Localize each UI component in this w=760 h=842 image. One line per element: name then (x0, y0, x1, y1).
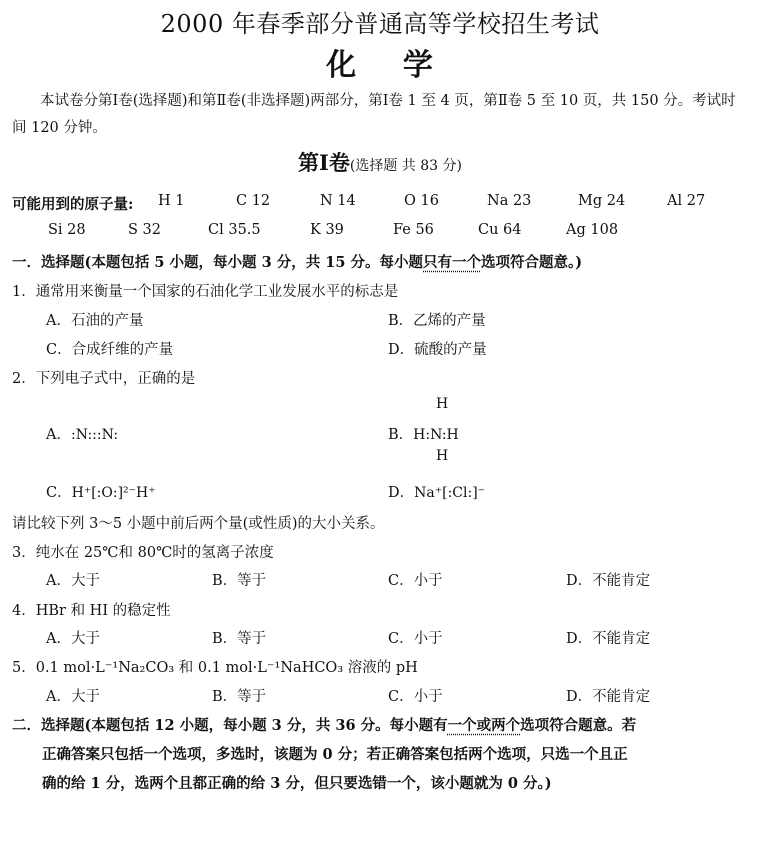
q5-option-b: B．等于 (212, 689, 267, 705)
atomic-mass-label: 可能用到的原子量: (12, 196, 134, 213)
part1-heading-a: 一．选择题(本题包括 5 小题，每小题 3 分，共 15 分。每小题 (12, 254, 424, 271)
atomic-mass-na: Na 23 (487, 193, 532, 209)
atomic-mass-cl: Cl 35.5 (208, 222, 261, 238)
q2-option-a-label: A． (46, 427, 71, 443)
q4-option-b: B．等于 (212, 631, 267, 647)
q2-option-d-formula: Na⁺[:Cl:]⁻ (414, 485, 486, 501)
q4-option-a: A．大于 (46, 631, 100, 647)
q1-option-b: B．乙烯的产量 (388, 313, 486, 329)
q2-option-c (46, 481, 156, 502)
q3-option-d: D．不能肯定 (566, 573, 651, 589)
q5-option-c: C．小于 (388, 689, 443, 705)
q3-option-b: B．等于 (212, 573, 267, 589)
q2-option-a-formula: :N:::N: (70, 427, 119, 443)
compare-instruction: 请比较下列 3～5 小题中前后两个量(或性质)的大小关系。 (12, 516, 385, 532)
q3-option-a: A．大于 (46, 573, 100, 589)
q5-option-a: A．大于 (46, 689, 100, 705)
atomic-mass-h: H 1 (158, 193, 185, 209)
q2-stem: 2．下列电子式中，正确的是 (12, 371, 196, 387)
atomic-mass-cu: Cu 64 (478, 222, 522, 238)
q1-option-c: C．合成纤维的产量 (46, 342, 174, 358)
q5-stem: 5．0.1 mol·L⁻¹Na₂CO₃ 和 0.1 mol·L⁻¹NaHCO₃ 溶液的 pH (12, 660, 418, 676)
q3-option-c: C．小于 (388, 573, 443, 589)
atomic-mass-al: Al 27 (667, 193, 706, 209)
part1-heading-b: 选项符合题意。) (481, 254, 583, 271)
q2-option-c-formula: H⁺[:O:]²⁻H⁺ (71, 485, 156, 501)
part2-rule-line2: 正确答案只包括一个选项，多选时，该题为 0 分；若正确答案包括两个选项，只选一个且正 (42, 746, 628, 763)
q2-option-b (388, 423, 459, 444)
q2-option-b-label: B． (388, 427, 414, 443)
part2-rule-line3: 确的给 1 分，选两个且都正确的给 3 分，但只要选错一个，该小题就为 0 分。) (42, 775, 552, 792)
section-heading (0, 147, 760, 177)
part2-heading (12, 714, 636, 735)
q2-option-c-label: C． (46, 485, 72, 501)
part2-heading-a: 二．选择题(本题包括 12 小题，每小题 3 分，共 36 分。每小题有 (12, 717, 448, 734)
atomic-mass-fe: Fe 56 (393, 222, 434, 238)
q2-option-b-top: H (436, 396, 449, 412)
q2-option-a (46, 423, 118, 444)
part2-heading-emph: 一个或两个 (447, 717, 521, 734)
q2-option-b-bottom: H (436, 448, 449, 464)
q2-option-b-formula: H:N:H (413, 427, 459, 443)
q1-option-d: D．硫酸的产量 (388, 342, 487, 358)
section-note: (选择题 共 83 分) (349, 158, 462, 174)
atomic-mass-o: O 16 (404, 193, 439, 209)
atomic-mass-s: S 32 (128, 222, 161, 238)
atomic-mass-ag: Ag 108 (566, 222, 619, 238)
atomic-mass-mg: Mg 24 (578, 193, 626, 209)
atomic-mass-n: N 14 (320, 193, 356, 209)
q4-option-d: D．不能肯定 (566, 631, 651, 647)
q2-option-d-label: D． (388, 485, 415, 501)
q2-option-d (388, 481, 485, 502)
part1-heading (12, 251, 582, 272)
q1-option-a: A．石油的产量 (46, 313, 144, 329)
atomic-mass-k: K 39 (310, 222, 344, 238)
atomic-mass-si: Si 28 (48, 222, 86, 238)
q3-stem: 3．纯水在 25℃和 80℃时的氢离子浓度 (12, 545, 274, 561)
q4-option-c: C．小于 (388, 631, 443, 647)
q5-option-d: D．不能肯定 (566, 689, 651, 705)
exam-title: 2000 年春季部分普通高等学校招生考试 (160, 10, 600, 38)
q4-stem: 4．HBr 和 HI 的稳定性 (12, 603, 171, 619)
part1-heading-emph: 只有一个 (423, 254, 482, 271)
part2-heading-b: 选项符合题意。若 (520, 717, 637, 734)
subject-title: 化 学 (326, 48, 434, 83)
q1-stem: 1．通常用来衡量一个国家的石油化学工业发展水平的标志是 (12, 284, 399, 300)
section-title: 第Ⅰ卷 (298, 150, 350, 175)
exam-intro: 本试卷分第Ⅰ卷(选择题)和第Ⅱ卷(非选择题)两部分，第Ⅰ卷 1 至 4 页，第Ⅱ卷 5 至 10 页，共 150 分。考试时间 120 分钟。 (12, 93, 736, 136)
atomic-mass-c: C 12 (236, 193, 271, 209)
